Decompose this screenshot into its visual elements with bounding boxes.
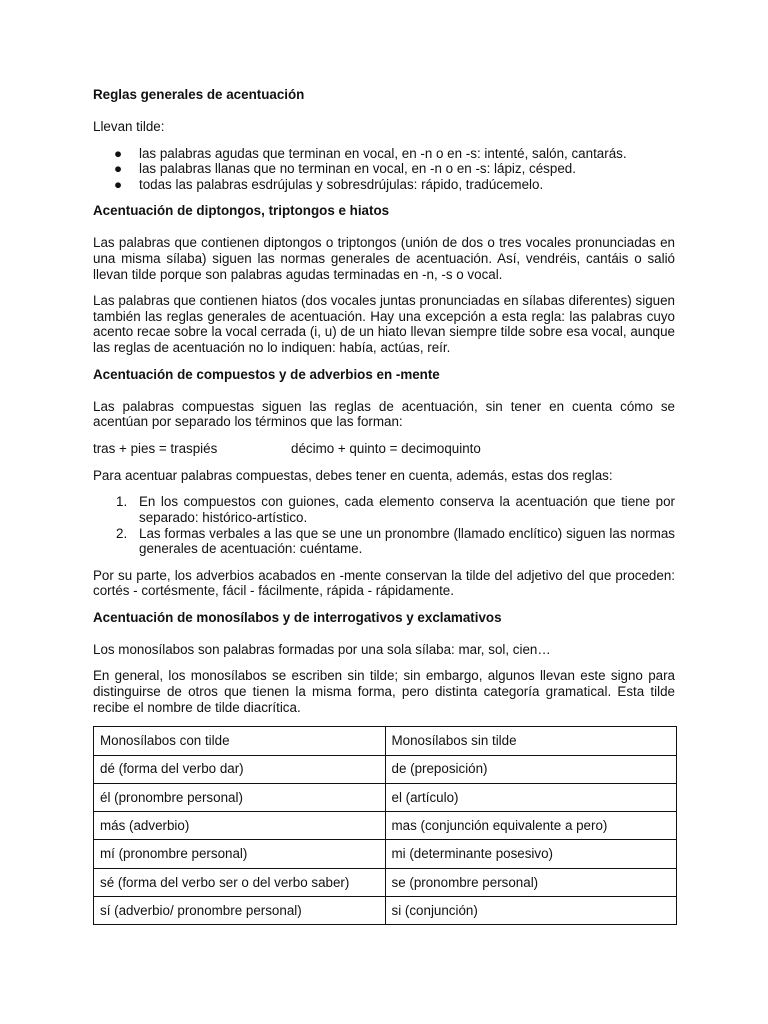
- table-row: [94, 868, 677, 896]
- table-cell: el (artículo): [385, 783, 677, 811]
- table-cell: de (preposición): [385, 755, 677, 783]
- list-item: ● todas las palabras esdrújulas y sobresdrújulas: rápido, tradúcemelo.: [114, 176, 544, 192]
- example-equation: tras + pies = traspiés: [93, 440, 218, 456]
- table-header-cell: Monosílabos sin tilde: [385, 727, 677, 755]
- table-row: [94, 897, 677, 925]
- intro-text: Llevan tilde:: [93, 119, 165, 134]
- document-body: [93, 87, 675, 925]
- table-cell: mí (pronombre personal): [94, 840, 386, 868]
- table-header-row: [94, 727, 677, 755]
- example-equation: décimo + quinto = decimoquinto: [291, 440, 481, 456]
- list-item: 2. Las formas verbales a las que se une un pronombre (llamado enclítico) siguen las normas generales de acentuación: cuéntame.: [116, 525, 675, 557]
- list-item: 1. En los compuestos con guiones, cada elemento conserva la acentuación que tiene por separado: histórico-artístico.: [116, 494, 675, 525]
- page-title: Reglas generales de acentuación: [93, 87, 305, 102]
- table-cell: mi (determinante posesivo): [385, 840, 677, 868]
- list-item: ● las palabras llanas que no terminan en vocal, en -n o en -s: lápiz, césped.: [114, 161, 576, 177]
- paragraph: Las palabras que contienen diptongos o triptongos (unión de dos o tres vocales pronunciadas en una misma sílaba) siguen las normas generales de acentuación. Así, vendréis, cantáis o salió llevan tilde porque son palabras agudas terminadas en -n, -s o vocal.: [93, 235, 675, 282]
- monosilabos-table: [93, 726, 677, 925]
- examples-line: [93, 441, 675, 457]
- list-item: ● las palabras agudas que terminan en vocal, en -n o en -s: intenté, salón, cantarás.: [114, 145, 627, 161]
- general-rules-list: [93, 146, 675, 193]
- section-heading-diptongos: Acentuación de diptongos, triptongos e hiatos: [93, 203, 390, 219]
- table-row: [94, 812, 677, 840]
- table-row: [94, 840, 677, 868]
- paragraph: Por su parte, los adverbios acabados en -mente conservan la tilde del adjetivo del que proceden: cortés - cortésmente, fácil - fácilmente, rápida - rápidamente.: [93, 567, 675, 599]
- paragraph: Las palabras compuestas siguen las reglas de acentuación, sin tener en cuenta cómo se acentúan por separado los términos que las forman:: [93, 398, 675, 430]
- compound-rules-list: [93, 494, 675, 556]
- section-heading-compuestos: Acentuación de compuestos y de adverbios en -mente: [93, 366, 440, 382]
- bullet-icon: ●: [114, 176, 123, 192]
- bullet-icon: ●: [114, 145, 123, 161]
- table-cell: él (pronombre personal): [94, 783, 386, 811]
- table-cell: dé (forma del verbo dar): [94, 755, 386, 783]
- table-row: [94, 783, 677, 811]
- table-cell: sí (adverbio/ pronombre personal): [94, 897, 386, 925]
- table-cell: sé (forma del verbo ser o del verbo saber): [94, 868, 386, 896]
- table-header-cell: Monosílabos con tilde: [94, 727, 386, 755]
- table-cell: si (conjunción): [385, 897, 677, 925]
- paragraph: Las palabras que contienen hiatos (dos vocales juntas pronunciadas en sílabas diferentes) siguen también las reglas generales de acentuación. Hay una excepción a esta regla: las palabras cuyo acento recae sobre la vocal cerrada (i, u) de un hiato llevan siempre tilde sobre esa vocal, aunque las reglas de acentuación no lo indiquen: había, actúas, reír.: [93, 293, 675, 355]
- table-cell: más (adverbio): [94, 812, 386, 840]
- paragraph: Los monosílabos son palabras formadas por una sola sílaba: mar, sol, cien…: [93, 641, 551, 657]
- table-cell: mas (conjunción equivalente a pero): [385, 812, 677, 840]
- paragraph: Para acentuar palabras compuestas, debes tener en cuenta, además, estas dos reglas:: [93, 467, 613, 483]
- bullet-icon: ●: [114, 161, 123, 177]
- paragraph: En general, los monosílabos se escriben sin tilde; sin embargo, algunos llevan este signo para distinguirse de otros que tienen la misma forma, pero distinta categoría gramatical. Esta tilde recibe el nombre de tilde diacrítica.: [93, 668, 675, 715]
- section-heading-monosilabos: Acentuación de monosílabos y de interrogativos y exclamativos: [93, 609, 502, 625]
- table-cell: se (pronombre personal): [385, 868, 677, 896]
- table-row: [94, 755, 677, 783]
